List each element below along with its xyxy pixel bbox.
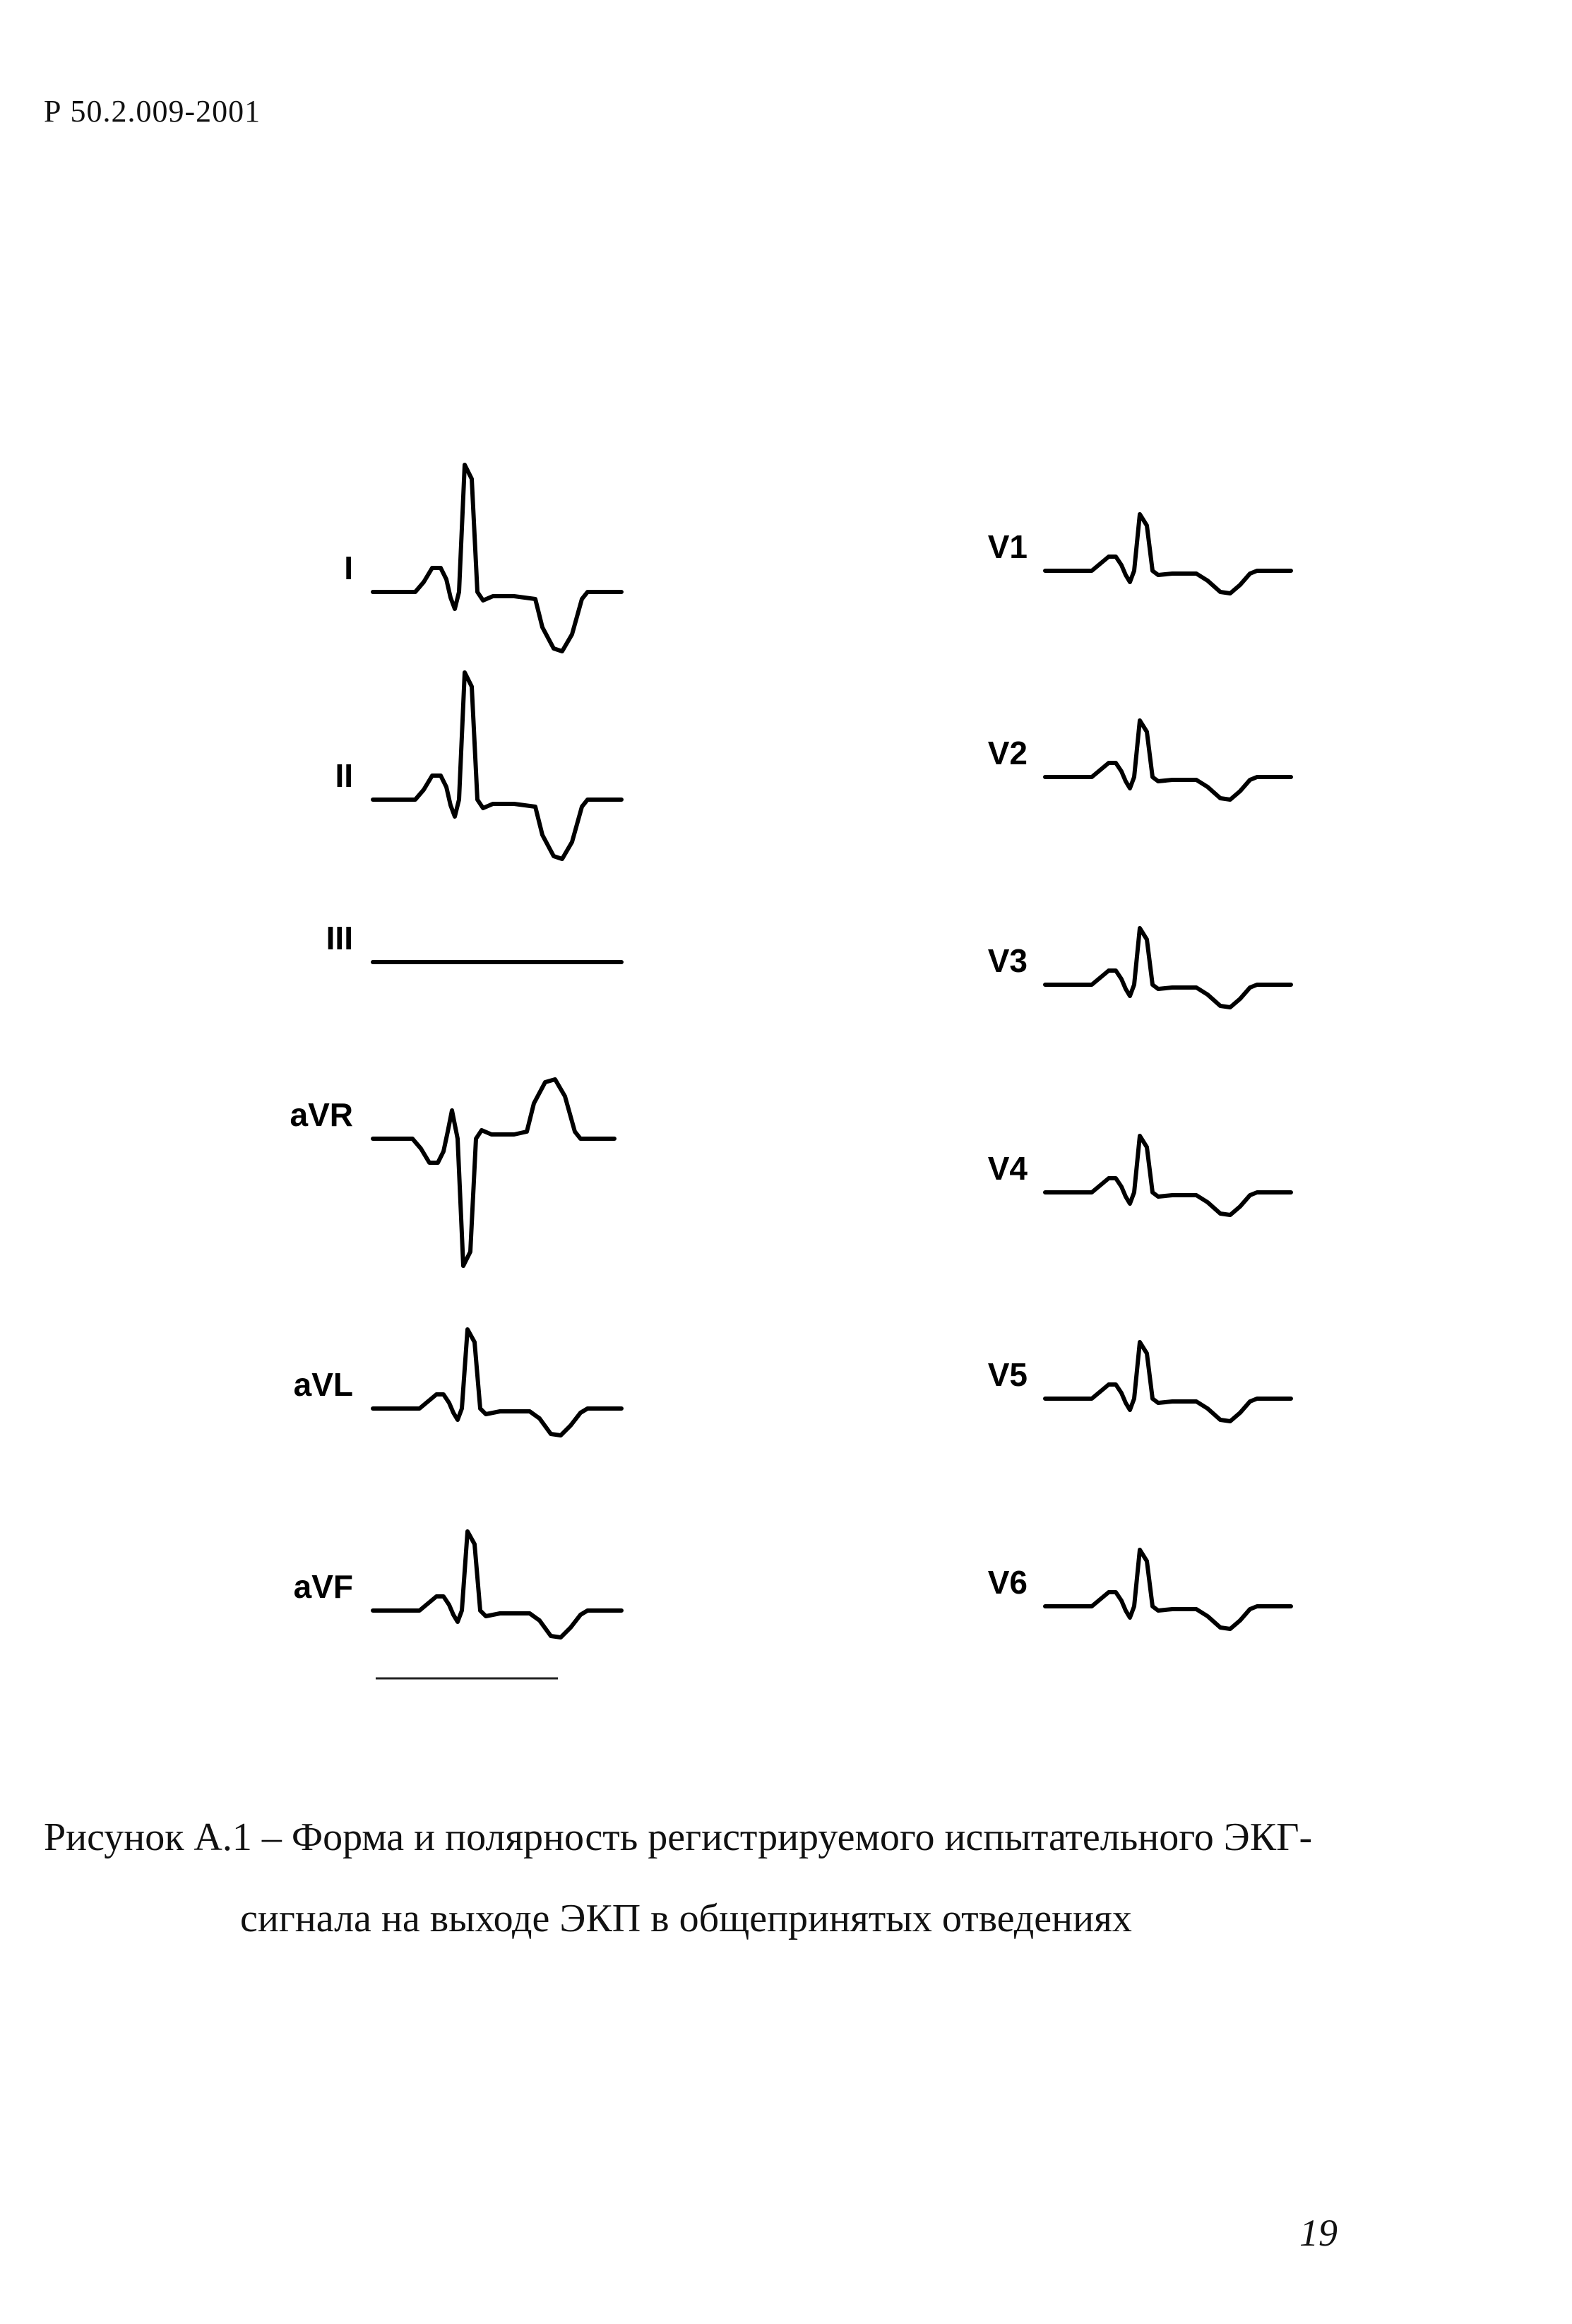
- ecg-trace-right-0: [1045, 514, 1291, 593]
- lead-label-left-2: III: [326, 920, 353, 956]
- ecg-trace-left-5: [373, 1531, 621, 1637]
- ecg-trace-left-1: [373, 672, 621, 859]
- figure-caption-line-2: сигнала на выходе ЭКП в общепринятых отведениях: [240, 1896, 1132, 1940]
- lead-label-right-3: V4: [987, 1150, 1028, 1187]
- lead-label-left-5: aVF: [293, 1568, 353, 1605]
- lead-label-left-3: aVR: [290, 1096, 353, 1133]
- ecg-trace-right-4: [1045, 1342, 1291, 1421]
- figure-caption: [0, 1812, 1572, 1945]
- figure-caption-line-1: Рисунок А.1 – Форма и полярность регистрируемого испытательного ЭКГ-: [44, 1815, 1313, 1859]
- ecg-trace-right-1: [1045, 721, 1291, 800]
- lead-label-right-5: V6: [987, 1564, 1028, 1601]
- ecg-trace-right-2: [1045, 928, 1291, 1007]
- ecg-trace-right-3: [1045, 1136, 1291, 1215]
- lead-label-right-1: V2: [987, 735, 1028, 771]
- ecg-trace-left-0: [373, 465, 621, 651]
- lead-label-right-0: V1: [987, 528, 1028, 565]
- ecg-trace-left-4: [373, 1329, 621, 1435]
- ecg-trace-left-3: [373, 1079, 614, 1266]
- page-number: 19: [1299, 2212, 1338, 2254]
- ecg-trace-right-5: [1045, 1550, 1291, 1629]
- lead-label-right-4: V5: [987, 1356, 1028, 1393]
- document-code: Р 50.2.009-2001: [44, 94, 261, 129]
- lead-label-left-1: II: [335, 757, 353, 794]
- lead-label-left-0: I: [344, 550, 353, 586]
- lead-label-right-2: V3: [987, 942, 1028, 979]
- lead-label-left-4: aVL: [293, 1366, 353, 1403]
